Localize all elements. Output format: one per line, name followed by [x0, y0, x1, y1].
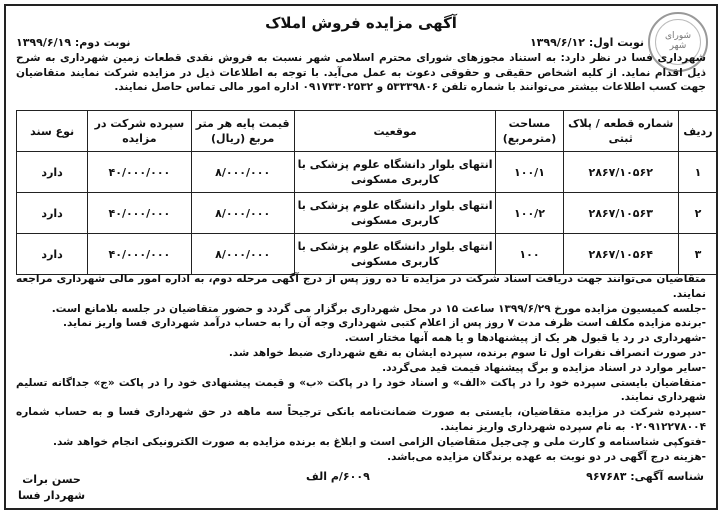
condition-item: -برنده مزایده مکلف است ظرف مدت ۷ روز پس از اعلام کتبی شهرداری وجه آن را به حساب درآمد شهرداری فسا واریز نماید.	[63, 317, 706, 330]
header-base-price: قیمت پایه هر متر مربع (ریال)	[191, 111, 294, 152]
header-radif: ردیف	[678, 111, 717, 152]
cell-base-price: ۸/۰۰۰/۰۰۰	[191, 152, 294, 193]
cell-deed-type: دارد	[17, 234, 88, 275]
cell-plot-number: ۲۸۶۷/۱۰۵۶۳	[563, 193, 678, 234]
cell-plot-number: ۲۸۶۷/۱۰۵۶۲	[563, 152, 678, 193]
table-header-row	[17, 111, 718, 152]
cell-deposit: ۴۰/۰۰۰/۰۰۰	[88, 152, 191, 193]
cell-location: انتهای بلوار دانشگاه علوم پزشکی با کاربری مسکونی	[294, 152, 496, 193]
cell-radif: ۲	[678, 193, 717, 234]
header-deed-type: نوع سند	[17, 111, 88, 152]
cell-area: ۱۰۰	[496, 234, 563, 275]
second-turn-date: نوبت دوم: ۱۳۹۹/۶/۱۹	[16, 36, 131, 49]
cell-base-price: ۸/۰۰۰/۰۰۰	[191, 193, 294, 234]
conditions-list	[16, 272, 706, 464]
signer-name: حسن برات	[22, 473, 81, 486]
reference-number: ۶۰۰۹/م الف	[306, 470, 370, 483]
header-deposit: سپرده شرکت در مزایده	[88, 111, 191, 152]
table-row	[17, 234, 718, 275]
cell-area: ۱۰۰/۲	[496, 193, 563, 234]
logo-text: شورای شهر	[664, 31, 692, 51]
cell-deposit: ۴۰/۰۰۰/۰۰۰	[88, 193, 191, 234]
cell-radif: ۳	[678, 234, 717, 275]
cell-deposit: ۴۰/۰۰۰/۰۰۰	[88, 234, 191, 275]
condition-item: -سپرده شرکت در مزایده متقاضیان، بایستی به صورت ضمانت‌نامه بانکی ترجیحاً سه ماهه در حق شهرداری فسا و به حساب شماره ۰۲۰۹۱۲۲۷۸۰۰۴ به نام سپرده شهرداری واریز نمایند.	[16, 406, 706, 433]
condition-item: -سایر موارد در اسناد مزایده و برگ پیشنهاد قیمت قید می‌گردد.	[382, 361, 706, 374]
condition-item: -هزینه درج آگهی در دو نوبت به عهده برندگان مزایده می‌باشد.	[387, 450, 706, 463]
cell-radif: ۱	[678, 152, 717, 193]
table-row	[17, 152, 718, 193]
condition-item: متقاضیان می‌توانند جهت دریافت اسناد شرکت در مزایده تا ده روز پس از درج آگهی مرحله دوم، به اداره امور مالی شهرداری مراجعه نمایند.	[16, 273, 706, 300]
notice-frame	[4, 4, 718, 510]
cell-location: انتهای بلوار دانشگاه علوم پزشکی با کاربری مسکونی	[294, 234, 496, 275]
properties-table	[16, 110, 718, 275]
signature-block	[18, 472, 85, 504]
cell-area: ۱۰۰/۱	[496, 152, 563, 193]
header-area: مساحت (مترمربع)	[496, 111, 563, 152]
condition-item: -متقاضیان بایستی سپرده خود را در پاکت «الف» و اسناد خود را در پاکت «ب» و قیمت پیشنهادی خود را در پاکت «ج» جداگانه تسلیم شهرداری نمایند.	[16, 376, 706, 404]
header-location: موقعیت	[294, 111, 496, 152]
notice-title: آگهی مزایده فروش املاک	[265, 14, 457, 32]
intro-paragraph: شهرداری فسا در نظر دارد: به استناد مجوزهای شورای محترم اسلامی شهر نسبت به فروش نقدی قطعات زمین شهرداری به شرح ذیل اقدام نماید. از کلیه اشخاص حقیقی و حقوقی دعوت به عمل می‌آید. با توجه به اطلاعات ذیل در مزایده شرکت نمایند متقاضیان جهت کسب اطلاعات بیشتر می‌توانند با شماره تلفن ۵۳۳۳۹۸۰۶ و ۰۹۱۷۳۳۰۲۵۳۲ اداره امور مالی تماس حاصل نمایند.	[16, 52, 706, 93]
ad-identifier: شناسه آگهی: ۹۶۷۶۸۳	[586, 470, 704, 483]
cell-location: انتهای بلوار دانشگاه علوم پزشکی با کاربری مسکونی	[294, 193, 496, 234]
signer-title: شهردار فسا	[18, 489, 86, 502]
condition-item: -جلسه کمیسیون مزایده مورخ ۱۳۹۹/۶/۲۹ ساعت ۱۵ در محل شهرداری برگزار می گردد و حضور متقاضیان در جلسه بلامانع است.	[51, 302, 706, 315]
cell-deed-type: دارد	[17, 193, 88, 234]
condition-item: -فتوکپی شناسنامه و کارت ملی و چی‌جیل متقاضیان الزامی است و ابلاغ به برنده مزایده به صورت الکترونیکی انجام خواهد شد.	[52, 435, 706, 448]
condition-item: -در صورت انصراف نفرات اول تا سوم برنده، سپرده ایشان به نفع شهرداری ضبط خواهد شد.	[228, 346, 706, 359]
first-turn-date: نوبت اول: ۱۳۹۹/۶/۱۲	[529, 36, 644, 49]
cell-base-price: ۸/۰۰۰/۰۰۰	[191, 234, 294, 275]
header-plot-number: شماره قطعه / پلاک ثبتی	[563, 111, 678, 152]
cell-deed-type: دارد	[17, 152, 88, 193]
condition-item: -شهرداری در رد یا قبول هر یک از پیشنهادها و یا همه آنها مختار است.	[344, 332, 706, 345]
table-row	[17, 193, 718, 234]
cell-plot-number: ۲۸۶۷/۱۰۵۶۴	[563, 234, 678, 275]
